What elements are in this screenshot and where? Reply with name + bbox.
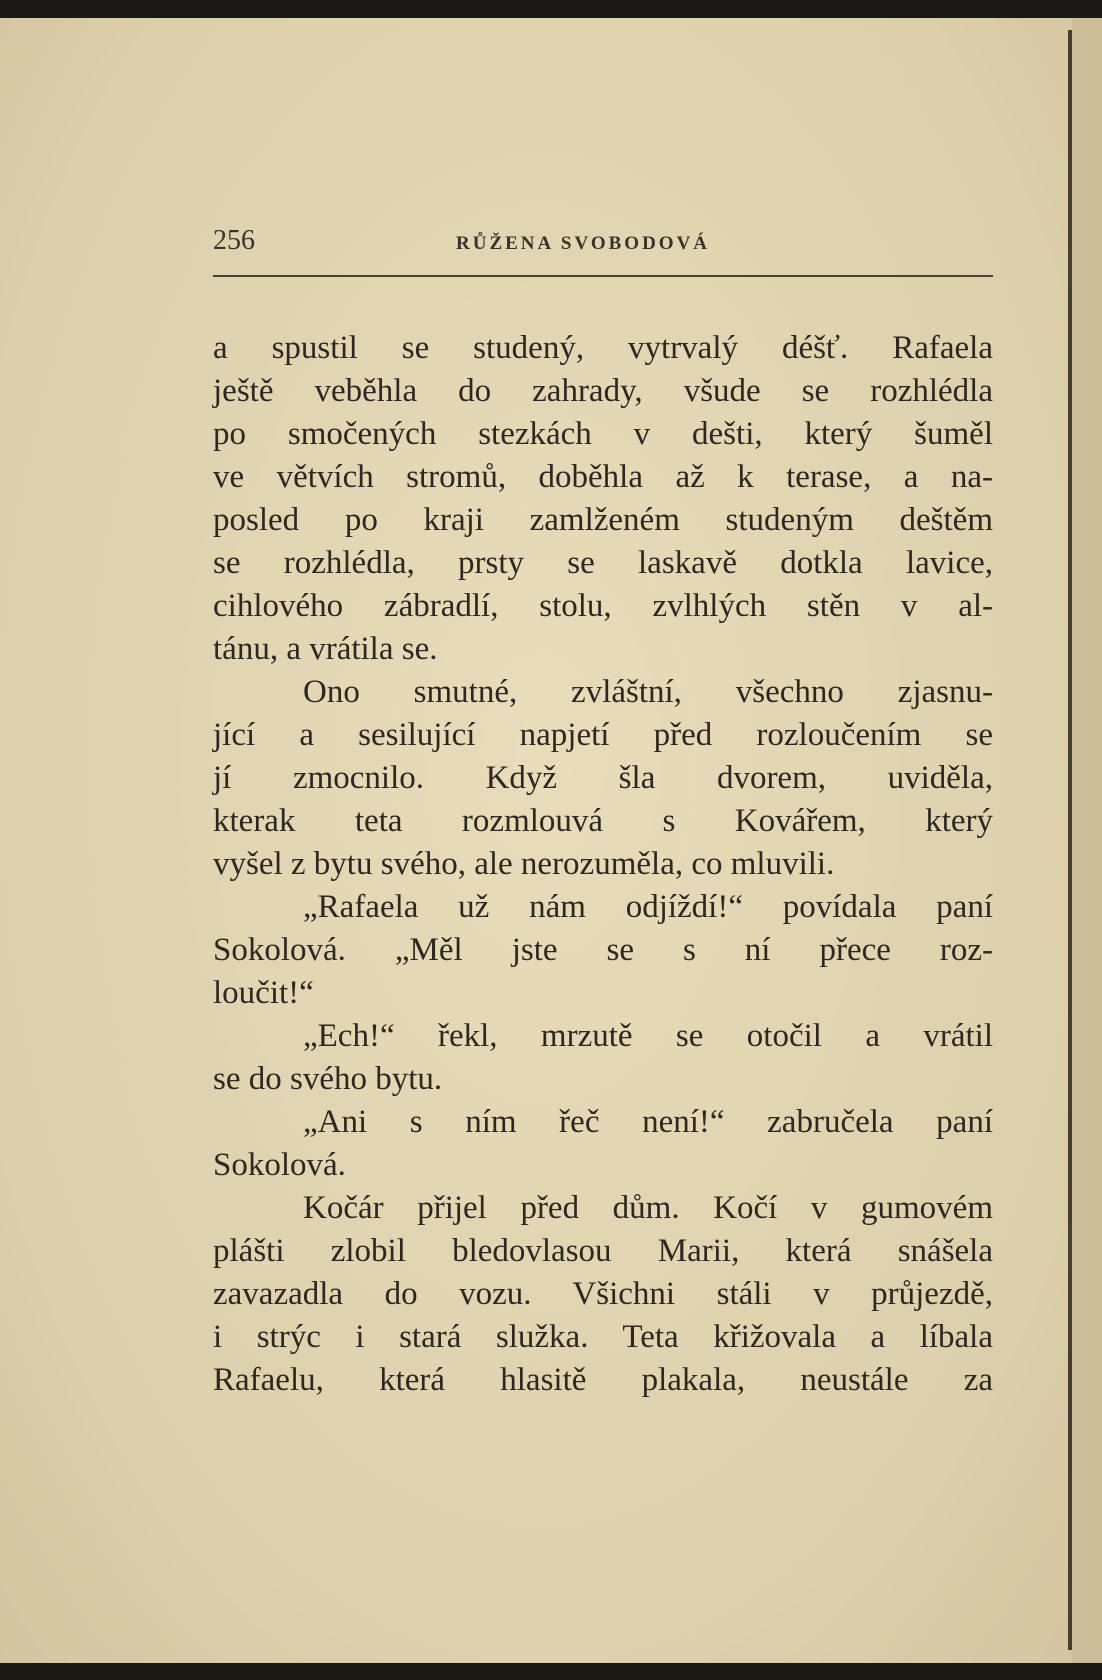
text-line: Sokolová. bbox=[213, 1147, 346, 1183]
text-line: „Rafaela už nám odjíždí!“ povídala paní bbox=[303, 889, 993, 925]
text-line: cihlového zábradlí, stolu, zvlhlých stěn v al- bbox=[213, 588, 993, 624]
page-number: 256 bbox=[213, 225, 255, 256]
page-binding-shadow bbox=[1068, 30, 1072, 1650]
text-line: „Ani s ním řeč není!“ zabručela paní bbox=[303, 1104, 993, 1140]
header-rule bbox=[213, 275, 993, 277]
text-line: tánu, a vrátila se. bbox=[213, 631, 438, 667]
text-line: a spustil se studený, vytrvalý déšť. Rafaela bbox=[213, 330, 993, 366]
text-line: vyšel z bytu svého, ale nerozuměla, co mluvili. bbox=[213, 846, 835, 882]
text-line: plášti zlobil bledovlasou Marii, která snášela bbox=[213, 1233, 993, 1269]
text-line: ve větvích stromů, doběhla až k terase, a na- bbox=[213, 459, 993, 495]
running-head: RŮŽENA SVOBODOVÁ bbox=[456, 233, 711, 254]
text-line: „Ech!“ řekl, mrzutě se otočil a vrátil bbox=[303, 1018, 993, 1054]
text-line: i strýc i stará služka. Teta křižovala a líbala bbox=[213, 1319, 993, 1355]
text-line: Rafaelu, která hlasitě plakala, neustále za bbox=[213, 1362, 993, 1398]
text-line: zavazadla do vozu. Všichni stáli v průjezdě, bbox=[213, 1276, 993, 1312]
text-line: jí zmocnilo. Když šla dvorem, uviděla, bbox=[213, 760, 993, 796]
text-line: po smočených stezkách v dešti, který šuměl bbox=[213, 416, 993, 452]
text-line: posled po kraji zamlženém studeným deštěm bbox=[213, 502, 993, 538]
adjacent-page-edge bbox=[1072, 18, 1102, 1663]
text-line: jící a sesilující napjetí před rozloučením se bbox=[213, 717, 993, 753]
text-line: loučit!“ bbox=[213, 975, 314, 1011]
text-line: se do svého bytu. bbox=[213, 1061, 443, 1097]
text-line: se rozhlédla, prsty se laskavě dotkla lavice, bbox=[213, 545, 993, 581]
body-text bbox=[213, 327, 993, 1402]
page-header bbox=[213, 225, 993, 265]
text-line: Ono smutné, zvláštní, všechno zjasnu- bbox=[303, 674, 993, 710]
text-line: Sokolová. „Měl jste se s ní přece roz- bbox=[213, 932, 993, 968]
text-line: Kočár přijel před dům. Kočí v gumovém bbox=[303, 1190, 993, 1226]
text-line: kterak teta rozmlouvá s Kovářem, který bbox=[213, 803, 993, 839]
text-line: ještě veběhla do zahrady, všude se rozhlédla bbox=[213, 373, 993, 409]
